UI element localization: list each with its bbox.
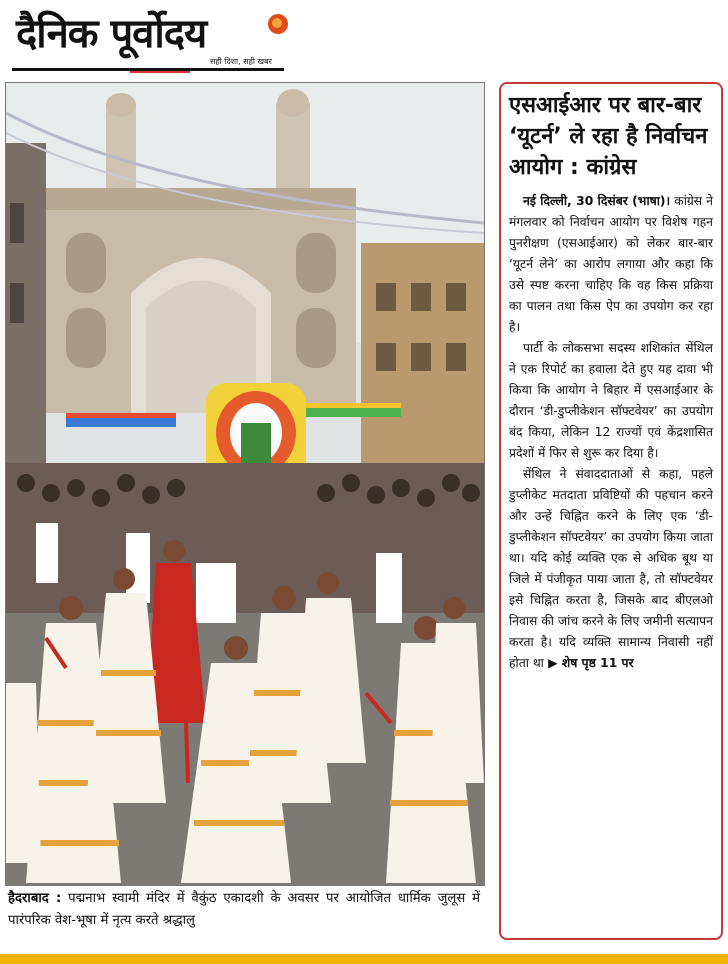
photo-caption bbox=[8, 888, 480, 932]
paragraph-3-text: सेंथिल ने संवाददाताओं से कहा, पहले डुप्लीकेट मतदाता प्रविष्टियों की पहचान करने और उन्हें चिह्नित करने के लिए एक ‘डी-डुप्लीकेशन सॉफ्टवेयर’ का उपयोग किया जाता था। यदि कोई व्यक्ति एक से अधिक बूथ या जिले में पंजीकृत पाया जाता है, तो सॉफ्टवेयर इसे चिह्नित करता है, जिसके बाद बीएलओ निवास की जांच करने के लिए जमीनी सत्यापन करता है। यदि व्यक्ति सामान्य निवासी नहीं होता था bbox=[509, 467, 713, 670]
photo-procession-image bbox=[6, 83, 484, 885]
article-paragraph-3 bbox=[509, 464, 713, 674]
caption-text: पद्मनाभ स्वामी मंदिर में वैकुंठ एकादशी के अवसर पर आयोजित धार्मिक जुलूस में पारंपरिक वेश-भूषा में नृत्य करते श्रद्धालु bbox=[8, 891, 480, 928]
procession-photo bbox=[5, 82, 485, 886]
tagline: सही दिशा, सही खबर bbox=[210, 57, 272, 66]
article-dateline: नई दिल्ली, 30 दिसंबर (भाषा)। bbox=[523, 194, 671, 208]
article-body bbox=[509, 191, 713, 674]
sun-logo-icon bbox=[268, 14, 288, 34]
paragraph-1-text: कांग्रेस ने मंगलवार को निर्वाचन आयोग पर विशेष गहन पुनरीक्षण (एसआईआर) को लेकर बार-बार ‘यूटर्न लेने’ का आरोप लगाया और कहा कि उसे स्पष्ट करना चाहिए कि वह किस प्रक्रिया का पालन तथा किस ऐप का उपयोग कर रहा है। bbox=[509, 194, 713, 334]
masthead bbox=[10, 4, 310, 72]
article-headline: एसआईआर पर बार-बार ‘यूटर्न’ ले रहा है निर्वाचन आयोग : कांग्रेस bbox=[509, 93, 708, 180]
masthead-accent-rule bbox=[130, 71, 190, 73]
continued-on-page-link[interactable]: ▶ शेष पृष्ठ 11 पर bbox=[543, 656, 634, 670]
article-paragraph-1 bbox=[509, 191, 713, 338]
news-article-box bbox=[499, 82, 723, 940]
newspaper-logo: दैनिक पूर्वोदय bbox=[16, 11, 207, 57]
page-bottom-band bbox=[0, 954, 728, 964]
article-paragraph-2: पार्टी के लोकसभा सदस्य शशिकांत सेंथिल ने एक रिपोर्ट का हवाला देते हुए यह दावा भी किया कि आयोग ने बिहार में एसआईआर के दौरान ‘डी-डुप्लीकेशन सॉफ्टवेयर’ का उपयोग बंद किया, लेकिन 12 राज्यों एवं केंद्रशासित प्रदेशों में फिर से शुरू कर दिया है। bbox=[509, 341, 713, 460]
caption-place: हैदराबाद : bbox=[8, 891, 62, 906]
